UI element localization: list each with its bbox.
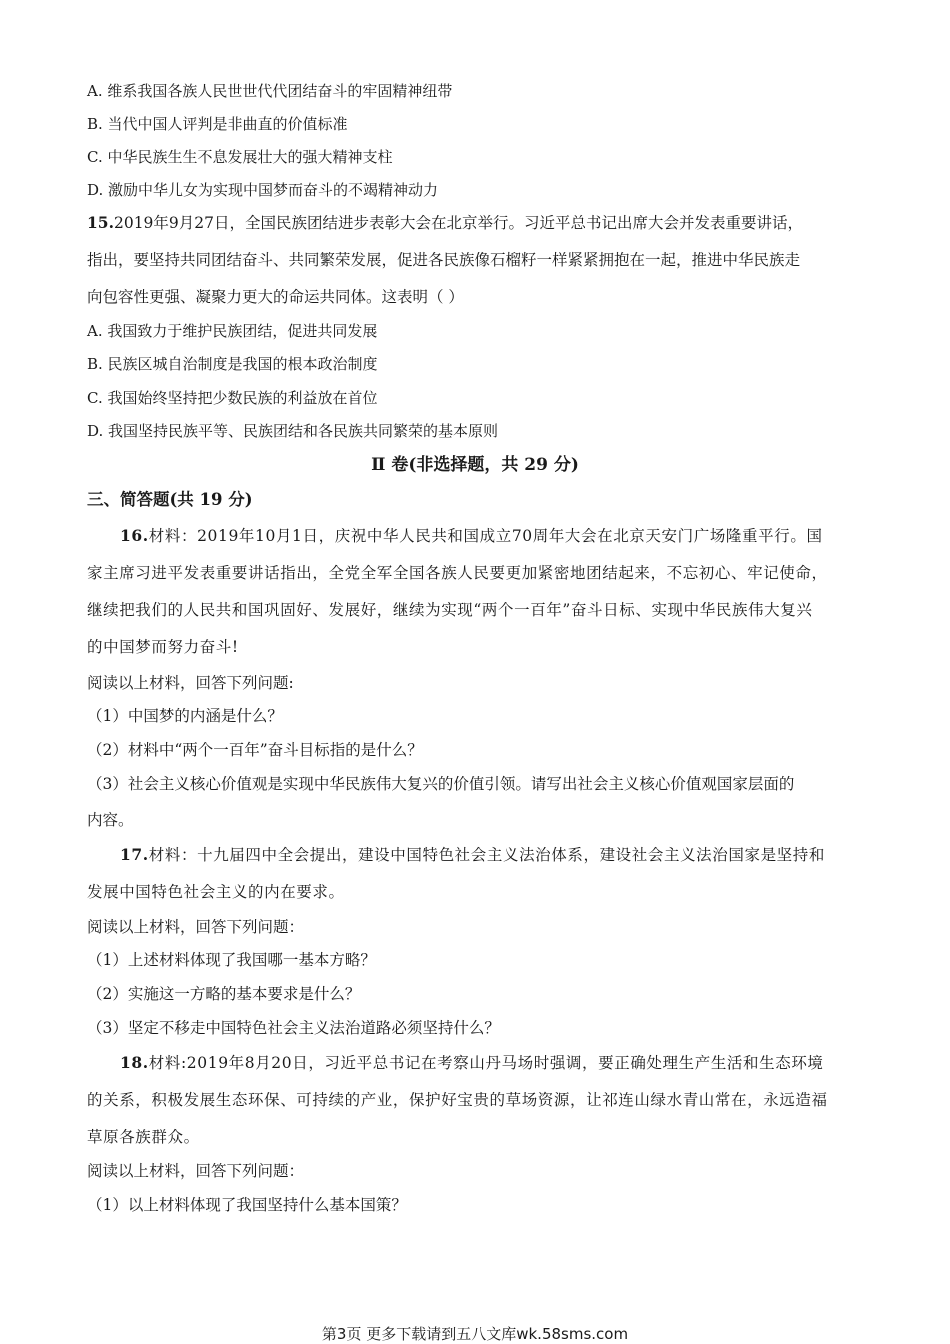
q14-option-d: D. 激励中华儿女为实现中国梦而奋斗的不竭精神动力 (87, 181, 439, 199)
q17-text-1: 材料：十九届四中全会提出，建设中国特色社会主义法治体系，建设社会主义法治国家是坚持和 (148, 846, 825, 864)
q18-prompt: 阅读以上材料，回答下列问题： (87, 1162, 305, 1180)
q15-text-1: 2019年9月27日，全国民族团结进步表彰大会在北京举行。习近平总书记出席大会并发表重要讲话， (113, 214, 804, 232)
q17-prompt: 阅读以上材料，回答下列问题： (87, 918, 305, 936)
q17-question-2: （2）实施这一方略的基本要求是什么？ (87, 985, 361, 1003)
q18-text-1: 材料:2019年8月20日，习近平总书记在考察山丹马场时强调，要正确处理生产生活和生态环境 (148, 1054, 824, 1072)
q17-question-1: （1）上述材料体现了我国哪一基本方略？ (87, 951, 376, 969)
q15-number: 15. (87, 213, 114, 232)
q16-question-3-cont: 内容。 (87, 811, 134, 829)
q16-question-2: （2）材料中“两个一百年”奋斗目标指的是什么？ (87, 741, 423, 759)
q14-option-b: B. 当代中国人评判是非曲直的价值标准 (87, 115, 348, 133)
q15-option-c: C. 我国始终坚持把少数民族的利益放在首位 (87, 389, 378, 407)
q17-question-3: （3）坚定不移走中国特色社会主义法治道路必须坚持什么？ (87, 1019, 500, 1037)
part2-title: Ⅱ 卷(非选择题，共 29 分) (371, 455, 579, 475)
q16-question-3: （3）社会主义核心价值观是实现中华民族伟大复兴的价值引领。请写出社会主义核心价值观国家层面的 (87, 775, 795, 793)
q16-number: 16. (120, 526, 149, 545)
q16-material-line-4: 的中国梦而努力奋斗! (87, 638, 239, 656)
q16-material-line-1 (120, 526, 900, 546)
q15-option-b: B. 民族区城自治制度是我国的根本政治制度 (87, 355, 378, 373)
q17-number: 17. (120, 845, 149, 864)
q16-prompt: 阅读以上材料，回答下列问题: (87, 674, 294, 692)
q15-option-d: D. 我国坚持民族平等、民族团结和各民族共同繁荣的基本原则 (87, 422, 499, 440)
section3-title: 三、简答题(共 19 分) (87, 490, 253, 509)
q18-question-1: （1）以上材料体现了我国坚持什么基本国策？ (87, 1196, 407, 1214)
q15-option-a: A. 我国致力于维护民族团结，促进共同发展 (87, 322, 378, 340)
q15-stem-line-2: 指出，要坚持共同团结奋斗、共同繁荣发展，促进各民族像石榴籽一样紧紧拥抱在一起，推进中华民族走 (87, 251, 801, 269)
q16-material-line-3: 继续把我们的人民共和国巩固好、发展好，继续为实现“两个一百年”奋斗日标、实现中华民族伟大复兴 (87, 601, 813, 619)
q15-stem-line-1 (87, 213, 867, 233)
q14-option-c: C. 中华民族生生不息发展壮大的强大精神支柱 (87, 148, 393, 166)
q18-number: 18. (120, 1053, 149, 1072)
q16-question-1: （1）中国梦的内涵是什么？ (87, 707, 283, 725)
page-footer: 第3页 更多下载请到五八文库wk.58sms.com (321, 1325, 629, 1343)
q16-material-line-2: 家主席习进平发表重要讲话指出，全党全军全国各族人民要更加紧密地团结起来，不忘初心、牢记使命， (87, 564, 828, 582)
q16-text-1: 材料：2019年10月1日，庆祝中华人民共和国成立70周年大会在北京天安门广场隆重平行。国 (148, 527, 823, 545)
q18-material-line-2: 的关系，积极发展生态环保、可持续的产业，保护好宝贵的草场资源，让祁连山绿水青山常在，永远造福 (87, 1091, 828, 1109)
q18-material-line-3: 草原各族群众。 (87, 1128, 200, 1146)
q14-option-a: A. 维系我国各族人民世世代代团结奋斗的牢固精神纽带 (87, 82, 453, 100)
q15-stem-line-3: 向包容性更强、凝聚力更大的命运共同体。这表明（ ） (87, 288, 464, 306)
q18-material-line-1 (120, 1053, 900, 1073)
q17-material-line-2: 发展中国特色社会主义的内在要求。 (87, 883, 345, 901)
q17-material-line-1 (120, 845, 900, 865)
